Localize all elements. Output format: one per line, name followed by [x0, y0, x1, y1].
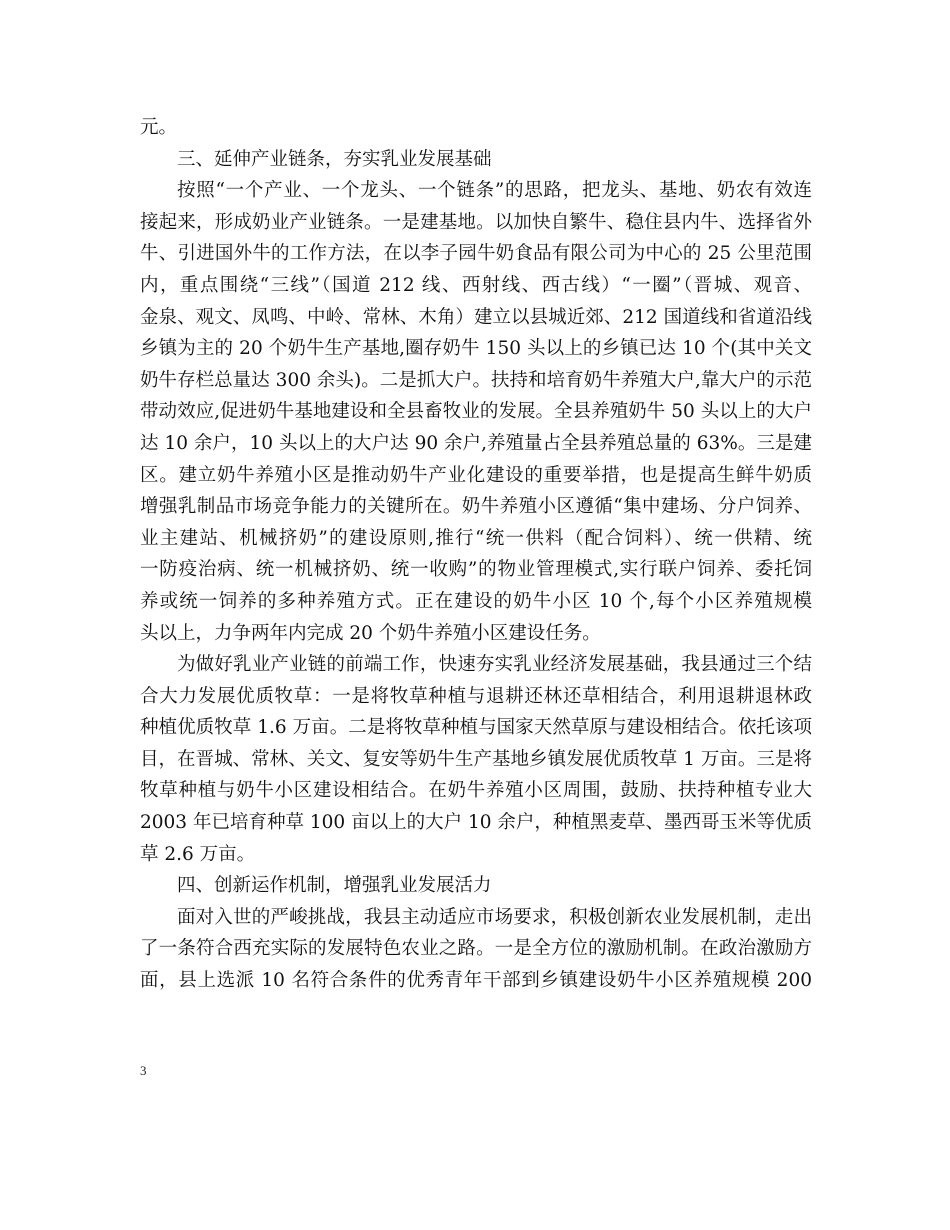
text-line: 牧草种植与奶牛小区建设相结合。在奶牛养殖小区周围，鼓励、扶持种植专业大: [140, 780, 812, 802]
text-line: 种植优质牧草 1.6 万亩。二是将牧草种植与国家天然草原与建设相结合。依托该项: [140, 717, 812, 739]
text-line: 乡镇为主的 20 个奶牛生产基地,圈存奶牛 150 头以上的乡镇已达 10 个(其中关文: [140, 338, 812, 360]
text-line: 三、延伸产业链条，夯实乳业发展基础: [177, 148, 492, 170]
text-line: 按照“一个产业、一个龙头、一个链条”的思路，把龙头、基地、奶农有效连: [177, 180, 812, 202]
text-line: 养或统一饲养的多种养殖方式。正在建设的奶牛小区 10 个,每个小区养殖规模: [140, 590, 812, 612]
text-line: 内，重点围绕“三线”（国道 212 线、西射线、西古线）“一圈”（晋城、观音、: [140, 274, 812, 296]
text-line: 了一条符合西充实际的发展特色农业之路。一是全方位的激励机制。在政治激励方: [140, 938, 812, 960]
text-line: 草 2.6 万亩。: [140, 843, 256, 865]
text-line: 达 10 余户，10 头以上的大户达 90 余户,养殖量占全县养殖总量的 63%。三是建: [140, 432, 812, 454]
text-line: 元。: [140, 117, 178, 138]
body-text: [140, 112, 812, 997]
text-line: 四、创新运作机制，增强乳业发展活力: [177, 875, 492, 897]
text-line: 业主建站、机械挤奶”的建设原则,推行“统一供料（配合饲料）、统一供精、统: [140, 527, 812, 549]
text-line: 金泉、观文、凤鸣、中岭、常林、木角）建立以县城近郊、212 国道线和省道沿线: [140, 306, 812, 328]
text-line: 目，在晋城、常林、关文、复安等奶牛生产基地乡镇发展优质牧草 1 万亩。三是将: [140, 748, 812, 770]
text-line: 面对入世的严峻挑战，我县主动适应市场要求，积极创新农业发展机制，走出: [177, 906, 812, 928]
text-line: 带动效应,促进奶牛基地建设和全县畜牧业的发展。全县养殖奶牛 50 头以上的大户: [140, 401, 812, 423]
text-line: 牛、引进国外牛的工作方法，在以李子园牛奶食品有限公司为中心的 25 公里范围: [140, 243, 812, 265]
text-line: 奶牛存栏总量达 300 余头)。二是抓大户。扶持和培育奶牛养殖大户,靠大户的示范: [140, 369, 812, 391]
page-number: 3: [140, 1063, 147, 1078]
text-line: 合大力发展优质牧草：一是将牧草种植与退耕还林还草相结合，利用退耕退林政: [140, 685, 812, 707]
text-line: 2003 年已培育种草 100 亩以上的大户 10 余户，种植黑麦草、墨西哥玉米等优质: [140, 812, 812, 834]
text-line: 增强乳制品市场竞争能力的关键所在。奶牛养殖小区遵循“集中建场、分户饲养、: [140, 496, 812, 518]
text-line: 面，县上选派 10 名符合条件的优秀青年干部到乡镇建设奶牛小区养殖规模 200: [140, 970, 812, 992]
text-line: 为做好乳业产业链的前端工作，快速夯实乳业经济发展基础，我县通过三个结: [177, 654, 812, 676]
text-line: 头以上，力争两年内完成 20 个奶牛养殖小区建设任务。: [140, 622, 601, 644]
text-line: 一防疫治病、统一机械挤奶、统一收购”的物业管理模式,实行联户饲养、委托饲: [140, 559, 812, 581]
text-line: 接起来，形成奶业产业链条。一是建基地。以加快自繁牛、稳住县内牛、选择省外: [140, 211, 812, 233]
text-line: 区。建立奶牛养殖小区是推动奶牛产业化建设的重要举措，也是提高生鲜牛奶质: [140, 464, 812, 486]
